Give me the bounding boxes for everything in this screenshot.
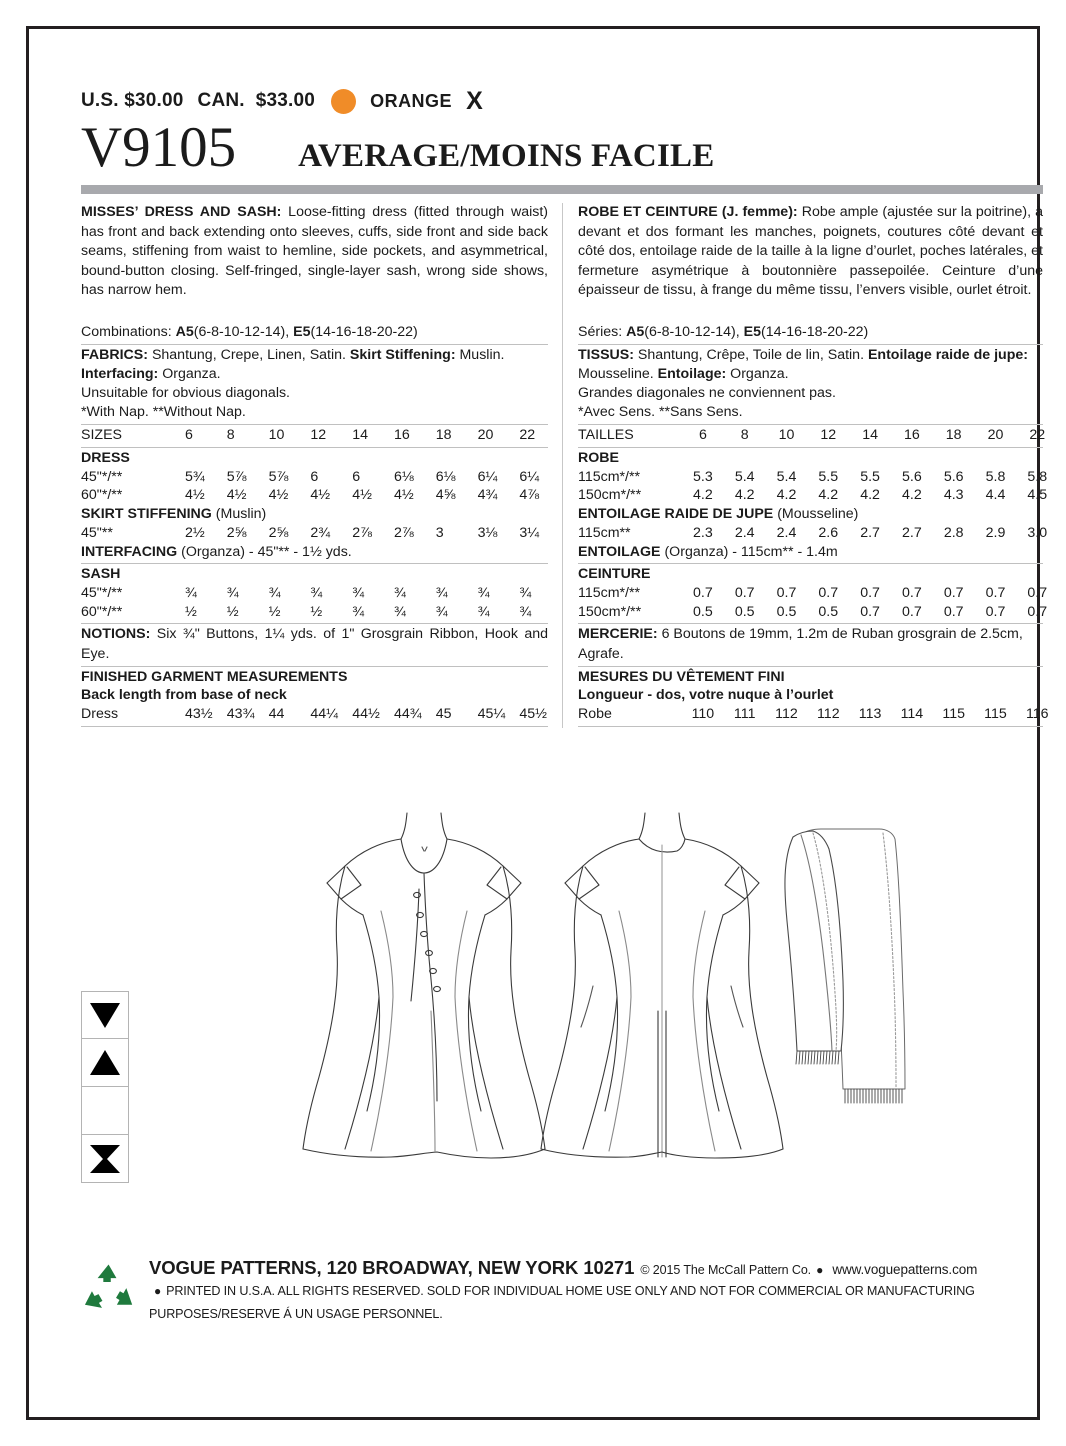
sizes-label: TAILLES — [578, 427, 634, 444]
size-col: 6 — [698, 427, 707, 444]
yardage-cell: 0.7 — [943, 585, 964, 601]
french-stiffening-heading — [578, 505, 1043, 524]
yardage-cell: 2.7 — [860, 524, 880, 541]
bullet-separator: ● — [154, 1284, 162, 1298]
fabrics-label: FABRICS: — [81, 347, 148, 363]
yardage-cell: 4.2 — [776, 487, 797, 504]
measurement-cell: 43½ — [185, 706, 213, 722]
english-interfacing-line — [81, 543, 548, 562]
yardage-cell: 5⅞ — [268, 468, 289, 485]
yardage-cell: 4½ — [393, 487, 414, 504]
table-row — [578, 426, 1058, 445]
combinations-label: Combinations: — [81, 323, 176, 340]
yardage-cell: 4¾ — [477, 487, 498, 504]
garment-line-drawings — [81, 799, 1043, 1199]
yardage-cell: 0.7 — [902, 585, 922, 601]
yardage-cell: 4.2 — [693, 487, 713, 504]
footer-text — [149, 1257, 977, 1325]
yardage-cell: 6 — [352, 468, 361, 485]
color-name: ORANGE — [370, 90, 453, 111]
yardage-cell: 5⅞ — [226, 468, 247, 485]
table-row — [81, 468, 561, 487]
yardage-cell: 2.4 — [776, 524, 797, 541]
measurement-cell: 114 — [900, 706, 924, 722]
interfacing-label: Interfacing: — [81, 366, 159, 383]
skirt-stiffening-label: Entoilage raide de jupe: — [867, 347, 1028, 363]
combo-a-sizes: (6-8-10-12-14), — [644, 323, 744, 340]
yardage-cell: 5.6 — [902, 468, 922, 485]
size-col: 12 — [310, 427, 327, 444]
yardage-cell: 2⅝ — [268, 524, 289, 541]
skirt-stiffening-value: Mousseline. — [578, 366, 658, 383]
yardage-cell: 0.7 — [902, 603, 922, 620]
divider — [578, 666, 1043, 667]
measurement-cell: 111 — [733, 706, 756, 722]
yardage-cell: 5.4 — [734, 468, 755, 485]
fabrics-label: TISSUS: — [578, 347, 634, 363]
combo-a-code: A5 — [175, 323, 194, 340]
yardage-cell: ¾ — [393, 603, 406, 620]
french-sizes-header-table — [578, 426, 1058, 445]
divider — [81, 563, 548, 564]
yardage-cell: 2.3 — [693, 524, 713, 541]
dress-back-view — [541, 813, 783, 1158]
yardage-cell: ½ — [185, 603, 197, 620]
measurement-cell: 45¼ — [477, 706, 506, 722]
yardage-cell: 2.9 — [985, 524, 1006, 541]
yardage-cell: 4½ — [352, 487, 372, 504]
english-stiffening-heading — [81, 505, 548, 524]
website-url[interactable]: www.voguepatterns.com — [832, 1262, 978, 1277]
yardage-cell: ¾ — [519, 603, 532, 620]
yardage-cell: 2.7 — [902, 524, 922, 541]
table-row — [81, 524, 561, 543]
yardage-cell: ¾ — [435, 603, 448, 620]
size-col: 18 — [435, 427, 452, 444]
yardage-cell: 5.8 — [985, 468, 1006, 485]
english-finished-heading: FINISHED GARMENT MEASUREMENTS — [81, 668, 348, 685]
yardage-cell: 0.7 — [943, 603, 964, 620]
combo-e-code: E5 — [293, 323, 311, 340]
french-nap-note: *Avec Sens. **Sans Sens. — [578, 404, 743, 421]
yardage-cell: ¾ — [268, 585, 281, 601]
skirt-stiffening-value: Muslin. — [455, 347, 505, 363]
french-sash-heading: CEINTURE — [578, 566, 651, 583]
row-label: 150cm*/** — [578, 603, 642, 620]
pattern-number: V9105 — [81, 116, 237, 179]
yardage-cell: 5.5 — [818, 468, 839, 485]
size-col: 10 — [778, 427, 795, 444]
size-col: 8 — [740, 427, 749, 444]
size-col: 6 — [185, 427, 193, 444]
english-column — [81, 203, 562, 728]
measurement-cell: 44½ — [352, 706, 380, 722]
row-label: 115cm** — [578, 524, 631, 541]
yardage-cell: 4.4 — [985, 487, 1006, 504]
difficulty-level: AVERAGE/MOINS FACILE — [298, 138, 715, 174]
yardage-cell: 0.7 — [734, 585, 755, 601]
english-description-text: Loose-fitting dress (fitted through waist) has front and back extending onto sleeves, cuffs, side front and side back seams, stiffening from waist to hemline, side pockets, and asymmetrical, bound-button closing. Self-fringed, single-layer sash, wrong side shows, has narrow hem. — [81, 204, 548, 299]
measurement-cell: 110 — [691, 706, 715, 722]
interfacing-line-value: (Organza) - 45"** - 1½ yds. — [177, 543, 352, 560]
yardage-cell: 4½ — [185, 487, 205, 504]
yardage-cell: 0.7 — [860, 603, 880, 620]
yardage-cell: 0.7 — [985, 585, 1006, 601]
yardage-cell: 5.3 — [693, 468, 713, 485]
english-stiffening-table — [81, 524, 561, 543]
yardage-cell: ¾ — [435, 585, 448, 601]
fabrics-value: Shantung, Crêpe, Toile de lin, Satin. — [633, 347, 868, 363]
notions-label: MERCERIE: — [578, 626, 658, 643]
yardage-cell: 2.4 — [734, 524, 755, 541]
yardage-cell: 3⅛ — [477, 524, 498, 541]
yardage-cell: ¾ — [310, 585, 323, 601]
measurement-cell: 43¾ — [226, 706, 255, 722]
yardage-cell: ½ — [268, 603, 281, 620]
divider — [81, 447, 548, 448]
english-combinations — [81, 323, 548, 342]
yardage-cell: 2⅝ — [226, 524, 247, 541]
yardage-cell: 4½ — [268, 487, 289, 504]
interfacing-value: Organza. — [726, 366, 789, 383]
french-stiffening-table — [578, 524, 1058, 543]
row-label: Dress — [81, 706, 119, 722]
yardage-cell: 6¼ — [519, 468, 540, 485]
table-row — [81, 705, 561, 724]
yardage-cell: 2⅞ — [393, 524, 414, 541]
combo-e-sizes: (14-16-18-20-22) — [760, 323, 869, 340]
measurement-cell: 112 — [816, 706, 840, 722]
row-label: Robe — [578, 706, 612, 722]
row-label: 115cm*/** — [578, 585, 641, 601]
yardage-cell: 0.7 — [818, 585, 839, 601]
yardage-cell: 3 — [435, 524, 444, 541]
divider — [578, 623, 1043, 624]
copyright-notice: © 2015 The McCall Pattern Co. — [640, 1263, 812, 1277]
yardage-cell: 5.4 — [776, 468, 797, 485]
english-notions — [81, 625, 548, 663]
yardage-cell: ¾ — [393, 585, 406, 601]
interfacing-label: Entoilage: — [657, 366, 727, 383]
french-heading: ROBE ET CEINTURE (J. femme): — [578, 204, 798, 220]
french-notions — [578, 625, 1043, 663]
english-dress-table — [81, 468, 561, 505]
yardage-cell: 2¾ — [310, 524, 331, 541]
price-row — [81, 87, 1043, 115]
yardage-cell: 0.7 — [860, 585, 880, 601]
yardage-cell: 4.2 — [860, 487, 880, 504]
table-row — [578, 603, 1058, 622]
english-finished-sub: Back length from base of neck — [81, 687, 287, 704]
french-combinations — [578, 323, 1043, 342]
table-row — [578, 524, 1058, 543]
divider — [578, 726, 1043, 727]
notions-label: NOTIONS: — [81, 626, 151, 643]
size-col: 14 — [862, 427, 878, 444]
yardage-cell: 4.3 — [943, 487, 964, 504]
yardage-cell: 6⅛ — [393, 468, 414, 485]
size-col: 22 — [519, 427, 536, 444]
measurement-cell: 45½ — [519, 706, 547, 722]
yardage-cell: ¾ — [519, 585, 532, 601]
table-row — [81, 486, 561, 505]
combinations-label: Séries: — [578, 323, 627, 340]
measurement-cell: 44¾ — [393, 706, 422, 722]
footer-line-1 — [149, 1257, 977, 1279]
yardage-cell: ¾ — [477, 585, 490, 601]
english-unsuitable-note: Unsuitable for obvious diagonals. — [81, 385, 291, 402]
yardage-cell: 4⅞ — [519, 487, 540, 504]
yardage-cell: 4⅝ — [435, 487, 456, 504]
yardage-cell: 6⅛ — [435, 468, 456, 485]
english-heading: MISSES’ DRESS AND SASH: — [81, 204, 282, 220]
divider — [578, 563, 1043, 564]
divider — [81, 726, 548, 727]
yardage-cell: 0.7 — [693, 585, 713, 601]
stiffening-heading-material: (Mousseline) — [773, 506, 859, 523]
fabrics-value: Shantung, Crepe, Linen, Satin. — [148, 347, 350, 363]
sizes-label: SIZES — [81, 427, 122, 444]
measurement-cell: 115 — [942, 706, 965, 722]
price-us: U.S. $30.00 — [81, 90, 184, 111]
yardage-cell: ¾ — [477, 603, 490, 620]
interfacing-line-label: ENTOILAGE — [578, 543, 661, 560]
notions-value: 6 Boutons de 19mm, 1.2m de Ruban grosgrain de 2.5cm, Agrafe. — [578, 626, 1023, 662]
measurement-cell: 115 — [984, 706, 1007, 722]
yardage-cell: 0.5 — [776, 603, 797, 620]
english-fabrics — [81, 346, 548, 384]
stiffening-heading-bold: ENTOILAGE RAIDE DE JUPE — [578, 506, 774, 523]
yardage-cell: 4.5 — [1027, 487, 1048, 504]
size-col: 18 — [945, 427, 962, 444]
recycle-icon — [81, 1261, 137, 1322]
yardage-cell: 0.5 — [693, 603, 713, 620]
interfacing-value: Organza. — [158, 366, 221, 383]
yardage-cell: ¾ — [352, 585, 365, 601]
header-divider-bar — [81, 185, 1043, 194]
legal-text: PRINTED IN U.S.A. ALL RIGHTS RESERVED. SOLD FOR INDIVIDUAL HOME USE ONLY AND NOT FOR COMMERCIAL OR MANUFACTURING — [166, 1284, 975, 1298]
combo-a-code: A5 — [626, 323, 645, 340]
french-description-text: Robe ample (ajustée sur la poitrine), à devant et dos formant les manches, poignets, coutures côté devant et côté dos, entoilage raide de la taille à la ligne d’ourlet, poches latérales, et fermeture asymétrique à boutonnière passepoilée. Ceinture d’une épaisseur de tissu, à frange du même tissu, l’envers visible, ourlet étroit. — [578, 204, 1043, 299]
english-description — [81, 203, 548, 301]
french-finished-heading: MESURES DU VÊTEMENT FINI — [578, 668, 785, 685]
yardage-cell: 4½ — [310, 487, 331, 504]
french-dress-heading: ROBE — [578, 449, 619, 466]
table-row — [81, 603, 561, 622]
yardage-cell: 6¼ — [477, 468, 498, 485]
company-address: VOGUE PATTERNS, 120 BROADWAY, NEW YORK 10271 — [149, 1257, 635, 1278]
yardage-cell: ½ — [226, 603, 239, 620]
english-sash-table — [81, 584, 561, 621]
table-row — [81, 584, 561, 603]
french-dress-table — [578, 468, 1058, 505]
price-can: CAN. $33.00 — [197, 90, 316, 111]
yardage-cell: 5.6 — [943, 468, 964, 485]
yardage-cell: ¾ — [185, 585, 197, 601]
envelope-frame — [26, 26, 1049, 1420]
bullet-separator: ● — [816, 1263, 824, 1277]
size-col: 10 — [268, 427, 285, 444]
english-nap-note: *With Nap. **Without Nap. — [81, 404, 246, 421]
divider — [578, 344, 1043, 345]
yardage-cell: ¾ — [226, 585, 239, 601]
dress-front-view — [303, 813, 545, 1158]
title-row — [81, 116, 1043, 179]
footer-legal-line-1 — [149, 1281, 977, 1302]
yardage-cell: ¾ — [352, 603, 365, 620]
yardage-cell: 0.7 — [1027, 585, 1048, 601]
divider — [578, 447, 1043, 448]
size-col: 12 — [820, 427, 837, 444]
french-interfacing-line — [578, 543, 1043, 562]
french-unsuitable-note: Grandes diagonales ne conviennent pas. — [578, 385, 836, 402]
english-dress-heading: DRESS — [81, 449, 130, 466]
yardage-cell: 6 — [310, 468, 319, 485]
bilingual-columns — [81, 203, 1049, 728]
yardage-cell: 3.0 — [1027, 524, 1048, 541]
combo-a-sizes: (6-8-10-12-14), — [193, 323, 294, 340]
divider — [81, 344, 548, 345]
yardage-cell: 5.8 — [1027, 468, 1048, 485]
yardage-cell: 5¾ — [185, 468, 205, 485]
english-sash-heading: SASH — [81, 566, 121, 583]
row-label: 45"*/** — [81, 468, 123, 485]
yardage-cell: 0.5 — [818, 603, 839, 620]
size-code: X — [466, 86, 483, 115]
english-sizes-header-table — [81, 426, 561, 445]
measurement-cell: 45 — [435, 706, 452, 722]
yardage-cell: 2⅞ — [352, 524, 372, 541]
row-label: 60"*/** — [81, 603, 123, 620]
technical-drawings — [81, 799, 1043, 1219]
measurement-cell: 44 — [268, 706, 285, 722]
combo-e-code: E5 — [743, 323, 761, 340]
yardage-cell: 2.8 — [943, 524, 964, 541]
size-col: 16 — [393, 427, 410, 444]
table-row — [578, 584, 1058, 603]
measurement-cell: 116 — [1025, 706, 1049, 722]
row-label: 60"*/** — [81, 487, 123, 504]
yardage-cell: ½ — [310, 603, 323, 620]
yardage-cell: 2½ — [185, 524, 205, 541]
row-label: 115cm*/** — [578, 468, 641, 485]
size-col: 14 — [352, 427, 368, 444]
interfacing-line-value: (Organza) - 115cm** - 1.4m — [660, 543, 838, 560]
size-col: 22 — [1029, 427, 1046, 444]
english-finished-table — [81, 705, 561, 724]
yardage-cell: 0.7 — [985, 603, 1006, 620]
divider — [81, 424, 548, 425]
french-fabrics — [578, 346, 1043, 384]
color-swatch-icon — [331, 89, 356, 114]
yardage-cell: 2.6 — [818, 524, 839, 541]
combo-e-sizes: (14-16-18-20-22) — [310, 323, 418, 340]
notions-value: Six ¾" Buttons, 1¼ yds. of 1" Grosgrain Ribbon, Hook and Eye. — [81, 626, 548, 662]
skirt-stiffening-label: Skirt Stiffening: — [349, 347, 456, 363]
french-sash-table — [578, 584, 1058, 621]
french-description — [578, 203, 1043, 301]
footer — [81, 1257, 1043, 1325]
yardage-cell: 0.7 — [1027, 603, 1048, 620]
size-col: 20 — [477, 427, 494, 444]
measurement-cell: 112 — [775, 706, 798, 722]
table-row — [578, 705, 1058, 724]
french-finished-sub: Longueur - dos, votre nuque à l’ourlet — [578, 687, 834, 704]
divider — [81, 666, 548, 667]
measurement-cell: 113 — [858, 706, 882, 722]
size-col: 8 — [226, 427, 235, 444]
footer-legal-line-2: PURPOSES/RESERVE Á UN USAGE PERSONNEL. — [149, 1306, 443, 1321]
french-finished-table — [578, 705, 1058, 724]
row-label: 45"*/** — [81, 585, 123, 601]
row-label: 150cm*/** — [578, 487, 642, 504]
row-label: 45"** — [81, 524, 113, 541]
size-col: 20 — [987, 427, 1004, 444]
french-column — [562, 203, 1049, 728]
stiffening-heading-bold: SKIRT STIFFENING — [81, 506, 212, 523]
sash-view — [785, 829, 905, 1103]
table-row — [578, 468, 1058, 487]
yardage-cell: 0.5 — [734, 603, 755, 620]
stiffening-heading-material: (Muslin) — [211, 506, 267, 523]
yardage-cell: 3¼ — [519, 524, 540, 541]
size-col: 16 — [903, 427, 920, 444]
table-row — [81, 426, 561, 445]
table-row — [578, 486, 1058, 505]
yardage-cell: 4½ — [226, 487, 247, 504]
interfacing-line-label: INTERFACING — [81, 543, 178, 560]
yardage-cell: 4.2 — [902, 487, 922, 504]
yardage-cell: 0.7 — [776, 585, 797, 601]
measurement-cell: 44¼ — [310, 706, 339, 722]
divider — [578, 424, 1043, 425]
yardage-cell: 5.5 — [860, 468, 880, 485]
content-area — [81, 86, 1049, 728]
yardage-cell: 4.2 — [734, 487, 755, 504]
yardage-cell: 4.2 — [818, 487, 839, 504]
divider — [81, 623, 548, 624]
